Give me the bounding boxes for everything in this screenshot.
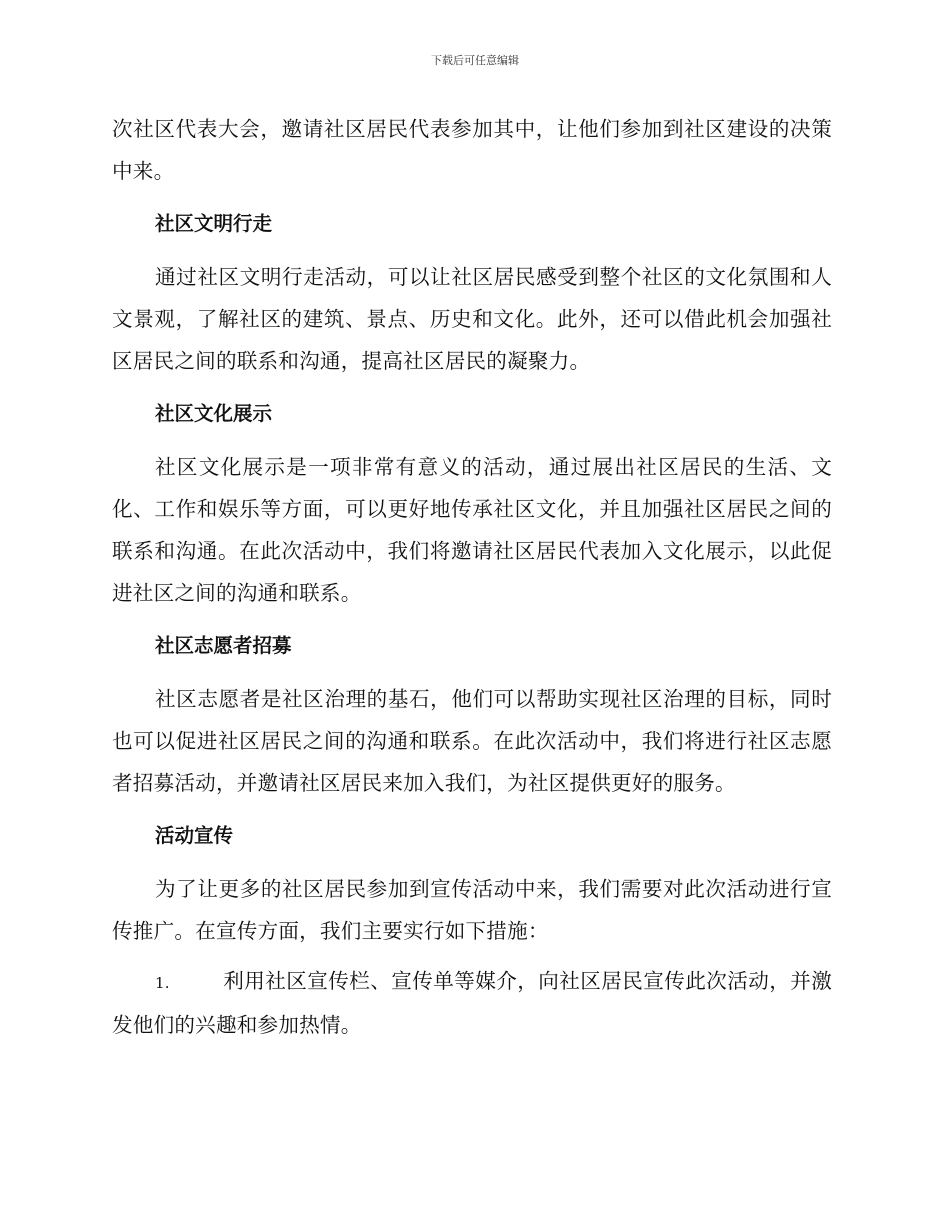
paragraph-publicity: 为了让更多的社区居民参加到宣传活动中来，我们需要对此次活动进行宣传推广。在宣传方面，我们主要实行如下措施： (112, 877, 832, 943)
page-header: 下载后可任意编辑 (431, 54, 519, 67)
paragraph-continuation: 次社区代表大会，邀请社区居民代表参加其中，让他们参加到社区建设的决策中来。 (112, 117, 832, 183)
list-item-number: 1. (155, 974, 170, 992)
section-heading-civilized-walk: 社区文明行走 (155, 212, 273, 235)
section-heading-culture-display: 社区文化展示 (155, 402, 273, 425)
section-heading-volunteer-recruitment: 社区志愿者招募 (155, 634, 292, 657)
list-item-text: 利用社区宣传栏、宣传单等媒介，向社区居民宣传此次活动，并激发他们的兴趣和参加热情。 (112, 969, 832, 1037)
paragraph-culture-display: 社区文化展示是一项非常有意义的活动，通过展出社区居民的生活、文化、工作和娱乐等方面，可以更好地传承社区文化，并且加强社区居民之间的联系和沟通。在此次活动中，我们将邀请社区居民代表加入文化展示，以此促进社区之间的沟通和联系。 (112, 455, 832, 605)
paragraph-civilized-walk: 通过社区文明行走活动，可以让社区居民感受到整个社区的文化氛围和人文景观，了解社区的建筑、景点、历史和文化。此外，还可以借此机会加强社区居民之间的联系和沟通，提高社区居民的凝聚力。 (112, 265, 832, 373)
document-body (112, 108, 832, 1046)
paragraph-volunteer-recruitment: 社区志愿者是社区治理的基石，他们可以帮助实现社区治理的目标，同时也可以促进社区居民之间的沟通和联系。在此次活动中，我们将进行社区志愿者招募活动，并邀请社区居民来加入我们，为社区提供更好的服务。 (112, 687, 832, 795)
list-item (112, 960, 832, 1046)
section-heading-publicity: 活动宣传 (155, 824, 234, 847)
